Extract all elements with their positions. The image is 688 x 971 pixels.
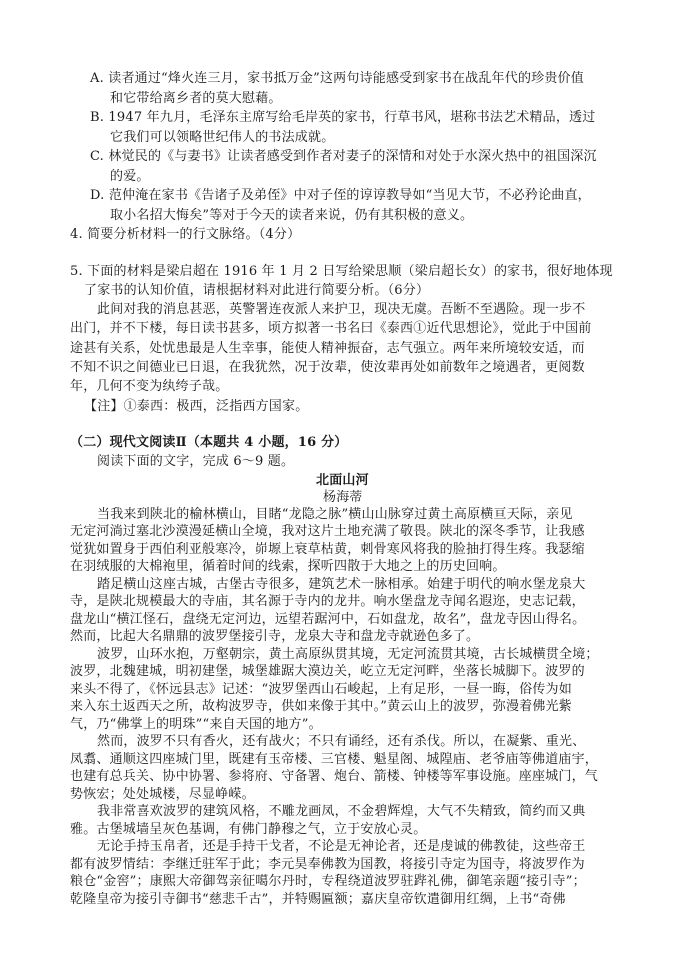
essay-line-17: 势恢宏；处处城楼，尽显峥嵘。 [70, 787, 255, 802]
question-4: 4. 简要分析材料一的行文脉络。（4分） [70, 227, 301, 242]
essay-line-10: 波罗，北魏建城，明初建堡，城堡雄踞大漠边关，屹立无定河畔，坐落长城脚下。波罗的 [70, 664, 585, 679]
letter-line-2: 出门，并不下楼，每日读书甚多，顷方拟著一书名曰《泰西①近代思想论》，觉此于中国前 [70, 321, 592, 336]
essay-line-9: 波罗，山环水抱，万壑朝宗，黄土高原纵贯其境，无定河流贯其境，古长城横贯全境； [97, 647, 599, 662]
option-c-line-1: C. 林觉民的《与妻书》让读者感受到作者对妻子的深情和对处于水深火热中的祖国深沉 [90, 149, 597, 164]
essay-line-15: 凤翥、通顺这四座城门里，既建有玉帝楼、三官楼、魁星阁、城隍庙、老爷庙等佛道庙宇， [70, 752, 599, 767]
essay-line-21: 都有波罗情结：李继迁驻军于此；李元昊奉佛教为国教，将接引寺定为国寺，将波罗作为 [70, 857, 585, 872]
essay-line-12: 来入东土返西天之所，故构波罗寺，供如来像于其中。”黄云山上的波罗，弥漫着佛光紫 [70, 699, 572, 714]
letter-note: 【注】①泰西：极西，泛指西方国家。 [84, 399, 309, 414]
essay-line-20: 无论手持玉帛者，还是手持干戈者，不论是无神论者，还是虔诚的佛教徒，这些帝王 [97, 839, 586, 854]
essay-line-2: 无定河淌过塞北沙漠漫延横山全境，我对这片土地充满了敬畏。陕北的深冬季节，让我感 [70, 524, 585, 539]
option-b-line-2: 它我们可以领略世纪伟人的书法成就。 [110, 130, 335, 145]
option-c-line-2: 的爱。 [110, 169, 150, 184]
essay-line-23: 乾隆皇帝为接引寺御书“慈悲千古”，并特赐匾额；嘉庆皇帝钦遣御用红绸，上书“奇佛 [70, 892, 566, 907]
option-b-line-1: B. 1947 年九月，毛泽东主席写给毛岸英的家书，行草书风，堪称书法艺术精品，透过 [90, 110, 596, 125]
essay-line-16: 也建有总兵关、协中协署、参将府、守备署、炮台、箭楼、钟楼等军事设施。座座城门，气 [70, 769, 599, 784]
essay-line-1: 当我来到陕北的榆林横山，目睹“龙隐之脉”横山山脉穿过黄土高原横亘天际，亲见 [97, 507, 573, 522]
section-2-instruction: 阅读下面的文字，完成 6～9 题。 [97, 454, 295, 469]
essay-line-22: 粮仓“金窖”；康熙大帝御驾亲征噶尔丹时，专程绕道波罗驻跸礼佛，御笔亲题“接引寺”； [70, 874, 586, 889]
question-5-line-2: 了家书的认知价值，请根据材料对此进行简要分析。（6分） [84, 283, 430, 298]
letter-line-3: 途甚有关系，处忧患最是人生幸事，能使人精神振奋，志气强立。两年来所境较安适，而 [70, 341, 585, 356]
option-d-line-2: 取小名招大悔矣”等对于今天的读者来说，仍有其积极的意义。 [110, 208, 474, 223]
letter-line-5: 年，几何不变为纨绔子哉。 [70, 379, 229, 394]
option-d-line-1: D. 范仲淹在家书《告诸子及弟侄》中对子侄的谆谆教导如“当见大节，不必矜论曲直， [90, 188, 591, 203]
essay-title: 北面山河 [316, 473, 369, 488]
question-5-line-1: 5. 下面的材料是梁启超在 1916 年 1 月 2 日写给梁思顺（梁启超长女）的家书，很好地体现 [70, 264, 613, 279]
letter-line-1: 此间对我的消息甚恶，英警署连夜派人来护卫，现决无虞。吾断不至遇险。现一步不 [97, 302, 586, 317]
essay-line-8: 然而，比起大名鼎鼎的波罗堡接引寺，龙泉大寺和盘龙寺就逊色多了。 [70, 629, 480, 644]
essay-line-11: 来头不得了，《怀远县志》记述：“波罗堡西山石峻起，上有足形，一昼一晦，俗传为如 [70, 682, 572, 697]
essay-line-4: 在羽绒服的大棉袍里，循着时间的线索，探听四散于大地之上的历史回响。 [70, 559, 506, 574]
option-a-line-1: A. 读者通过“烽火连三月，家书抵万金”这两句诗能感受到家书在战乱年代的珍贵价值 [90, 71, 584, 86]
essay-line-18: 我非常喜欢波罗的建筑风格，不雕龙画凤，不金碧辉煌，大气不失精致，简约而又典 [97, 804, 586, 819]
essay-line-7: 盘龙山“横江怪石，盘绕无定河边，远望若踞河中，石如盘龙，故名”，盘龙寺因山得名。 [70, 612, 586, 627]
essay-author: 杨海蒂 [323, 490, 363, 505]
essay-line-3: 觉犹如置身于西伯利亚般寒冷，峁塬上衰草枯黄，刺骨寒风将我的脸抽打得生疼。我瑟缩 [70, 542, 585, 557]
essay-line-13: 气，乃“佛掌上的明珠”“来自天国的地方”。 [70, 717, 322, 732]
essay-line-14: 然而，波罗不只有香火，还有战火；不只有诵经，还有杀伐。所以，在凝紫、重光、 [97, 734, 586, 749]
letter-line-4: 不知不识之间德业已日退，在我犹然，况于汝辈，使汝辈再处如前数年之境遇者，更阅数 [70, 360, 585, 375]
section-2-heading: （二）现代文阅读Ⅱ（本题共 4 小题，16 分） [70, 435, 348, 450]
essay-line-5: 踏足横山这座古城，古堡古寺很多，建筑艺术一脉相承。始建于明代的响水堡龙泉大 [97, 577, 586, 592]
option-a-line-2: 和它带给离乡者的莫大慰藉。 [110, 91, 282, 106]
essay-line-19: 雅。古堡城墙呈灰色基调，有佛门静穆之气，立于安放心灵。 [70, 822, 427, 837]
essay-line-6: 寺，是陕北规模最大的寺庙，其名源于寺内的龙井。响水堡盘龙寺闻名遐迩，史志记载， [70, 594, 585, 609]
